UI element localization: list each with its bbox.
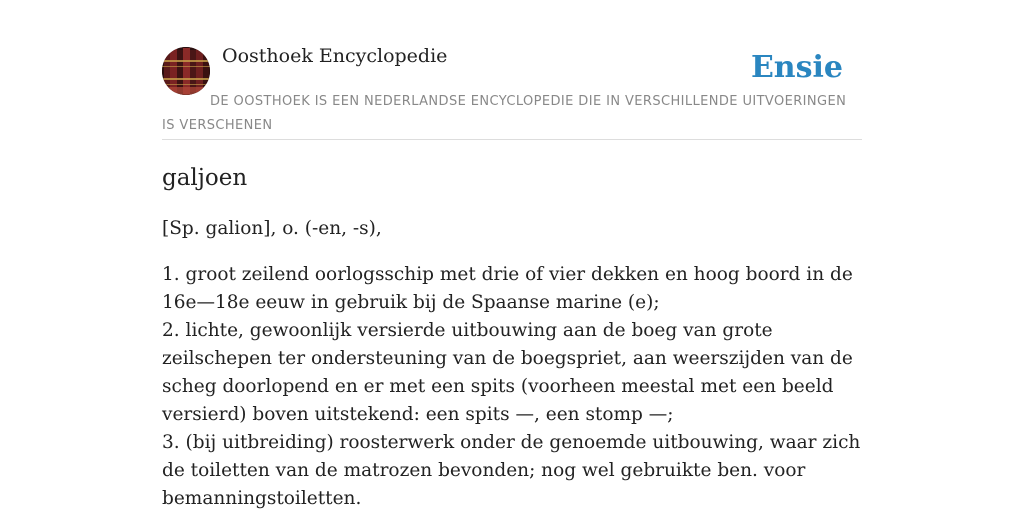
entry-etymology: [Sp. galion], o. (-en, -s), xyxy=(162,218,382,239)
brand-logo[interactable]: Ensie xyxy=(750,50,843,85)
site-tagline: DE OOSTHOEK IS EEN NEDERLANDSE ENCYCLOPEDIE DIE IN VERSCHILLENDE UITVOERINGEN IS VERSCHENEN xyxy=(162,94,847,133)
page xyxy=(162,0,862,509)
definition-item: 2. lichte, gewoonlijk versierde uitbouwing aan de boeg van grote zeilschepen ter ondersteuning van de boegspriet, aan weerszijden van de scheg doorlopend en er met een spits (voorheen meestal met een beeld versierd) boven uitstekend: een spits —, een stomp —; xyxy=(162,320,853,425)
site-header xyxy=(162,0,862,140)
definition-item: 3. (bij uitbreiding) roosterwerk onder de genoemde uitbouwing, waar zich de toiletten van de matrozen bevonden; nog wel gebruikte ben. voor bemanningstoiletten. xyxy=(162,432,861,509)
encyclopedia-books-icon[interactable] xyxy=(162,47,210,95)
entry-content xyxy=(162,215,862,512)
definition-item: 1. groot zeilend oorlogsschip met drie of vier dekken en hoog boord in de 16e—18e eeuw in gebruik bij de Spaanse marine (e); xyxy=(162,264,853,313)
site-name[interactable]: Oosthoek Encyclopedie xyxy=(222,45,448,67)
page-title: galjoen xyxy=(162,165,248,191)
